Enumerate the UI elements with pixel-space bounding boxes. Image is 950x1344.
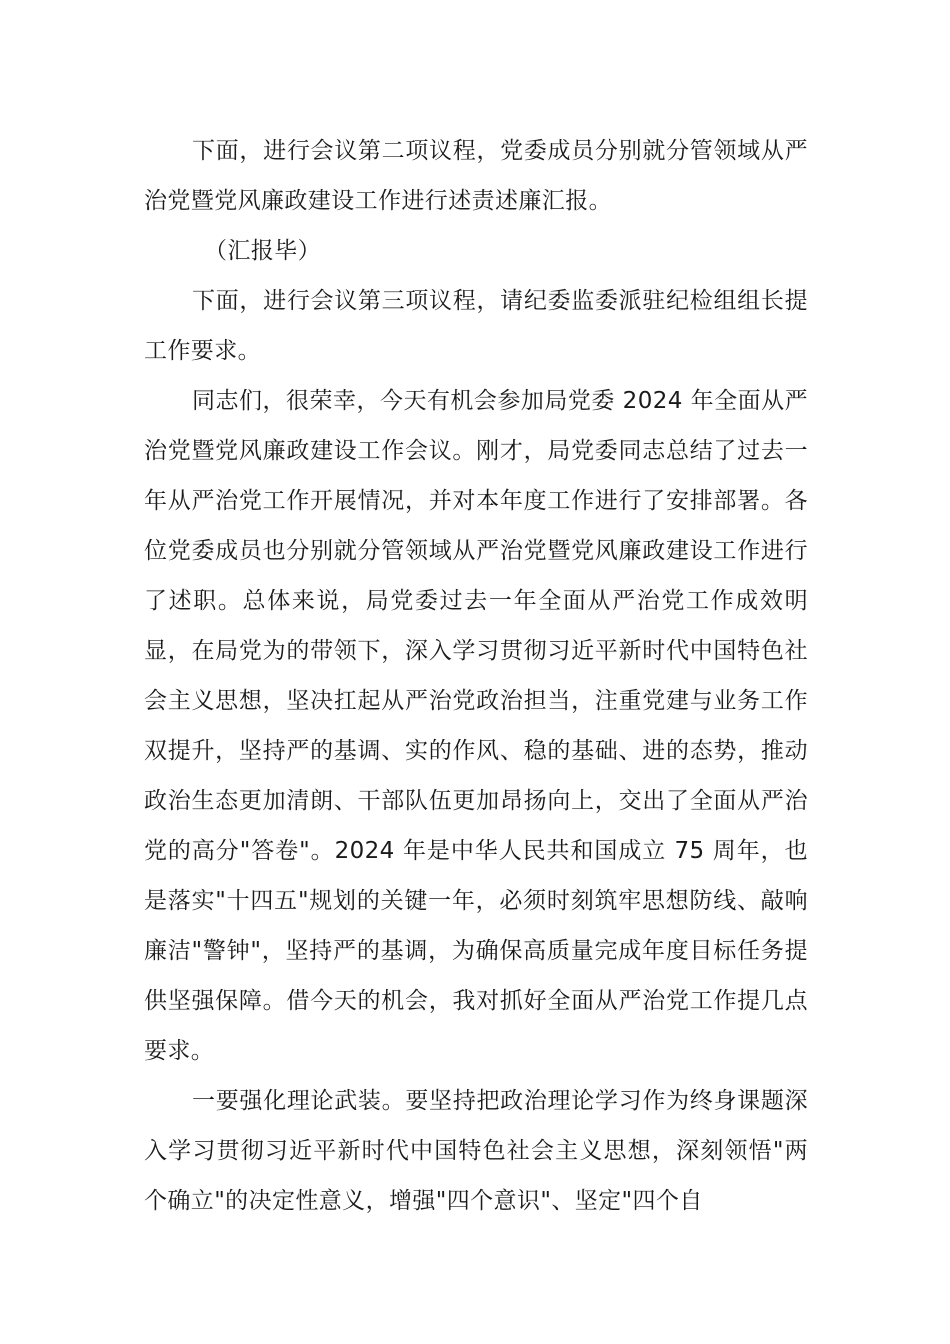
paragraph-requirement-one: 一要强化理论武装。要坚持把政治理论学习作为终身课题深入学习贯彻习近平新时代中国特色社会主义思想，深刻领悟"两个确立"的决定性意义，增强"四个意识"、坚定"四个自 [144, 1088, 808, 1214]
paragraph-speech-intro: 同志们，很荣幸，今天有机会参加局党委 2024 年全面从严治党暨党风廉政建设工作会议。刚才，局党委同志总结了过去一年从严治党工作开展情况，并对本年度工作进行了安排部署。各位党委成员也分别就分管领域从严治党暨党风廉政建设工作进行了述职。总体来说，局党委过去一年全面从严治党工作成效明显，在局党为的带领下，深入学习贯彻习近平新时代中国特色社会主义思想，坚决扛起从严治党政治担当，注重党建与业务工作双提升，坚持严的基调、实的作风、稳的基础、进的态势，推动政治生态更加清朗、干部队伍更加昂扬向上，交出了全面从严治党的高分"答卷"。2024 年是中华人民共和国成立 75 周年，也是落实"十四五"规划的关键一年，必须时刻筑牢思想防线、敲响廉洁"警钟"，坚持严的基调，为确保高质量完成年度目标任务提供坚强保障。借今天的机会，我对抓好全面从严治党工作提几点要求。 [144, 388, 808, 1064]
paragraph-report-end: （汇报毕） [204, 238, 321, 264]
paragraph-agenda-three: 下面，进行会议第三项议程，请纪委监委派驻纪检组组长提工作要求。 [144, 288, 808, 364]
paragraph-agenda-two: 下面，进行会议第二项议程，党委成员分别就分管领域从严治党暨党风廉政建设工作进行述责述廉汇报。 [144, 138, 808, 214]
document-body [144, 126, 808, 1226]
